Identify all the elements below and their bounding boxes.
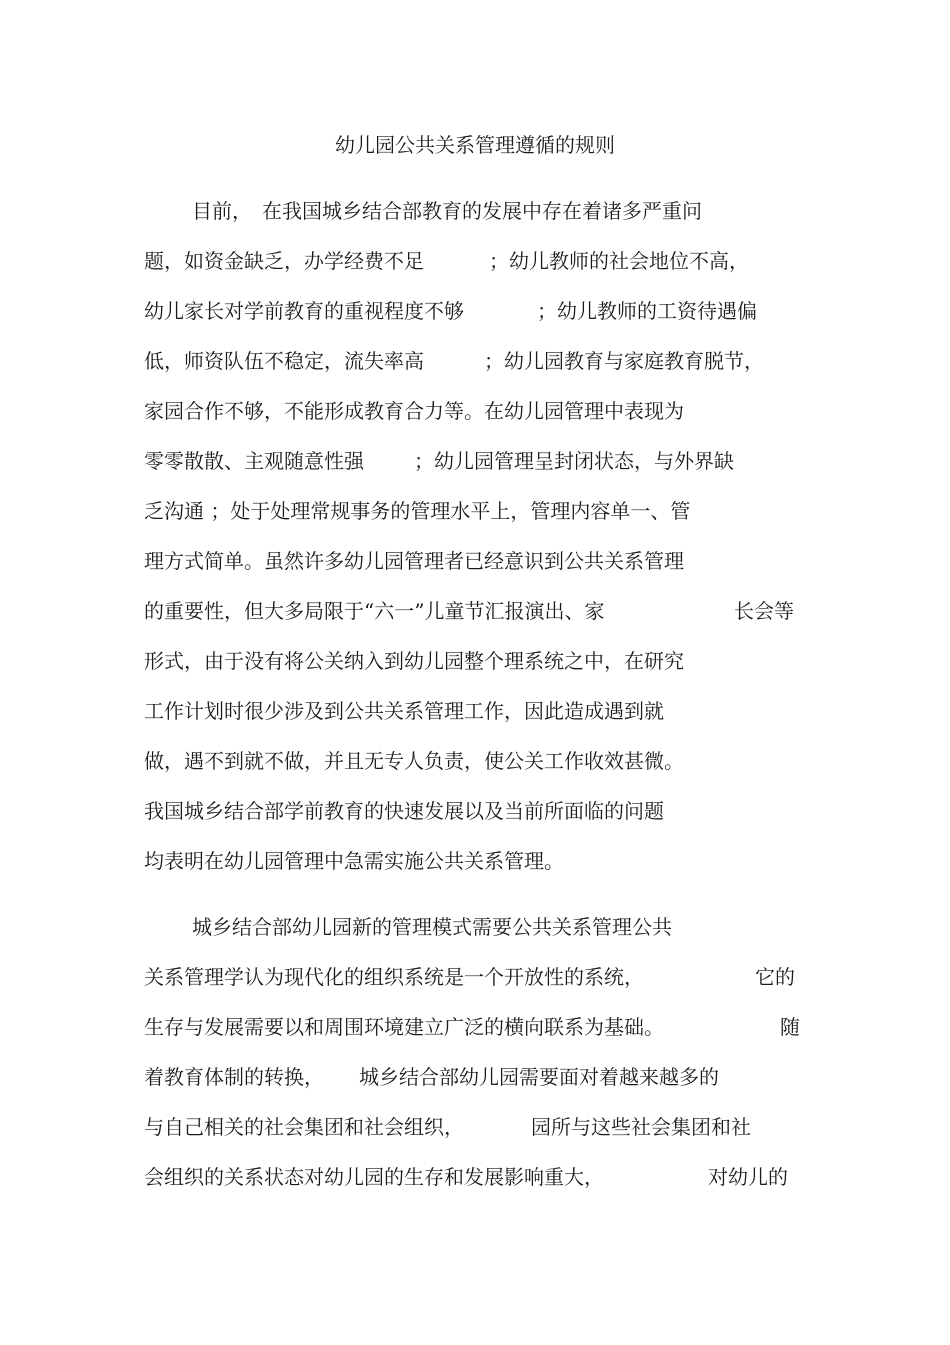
text-segment: ；幼儿园教育与家庭教育脱节，: [484, 349, 764, 373]
text-segment: 与自己相关的社会集团和社会组织，: [144, 1115, 464, 1139]
text-segment: 理方式简单。虽然许多幼儿园管理者已经意识到公共关系管理: [144, 549, 684, 573]
text-segment: 目前，: [192, 199, 252, 223]
text-segment: 园所与这些社会集团和社: [531, 1115, 751, 1139]
text-segment: ；幼儿教师的社会地位不高，: [489, 249, 749, 273]
text-line: [144, 747, 844, 775]
text-line: [144, 1163, 844, 1191]
text-segment: 会组织的关系状态对幼儿园的生存和发展影响重大，: [144, 1165, 604, 1189]
text-segment: 工作计划时很少涉及到公共关系管理工作，因此造成遇到就: [144, 699, 664, 723]
text-segment: 长会等: [734, 599, 794, 623]
text-segment: 随: [780, 1015, 800, 1039]
text-segment: ；幼儿园管理呈封闭状态，与外界缺: [414, 449, 734, 473]
text-segment: 乏沟通 ；处于处理常规事务的管理水平上，管理内容单一、管: [144, 499, 691, 523]
text-segment: 低，师资队伍不稳定，流失率高: [144, 349, 424, 373]
text-segment: 零零散散、主观随意性强: [144, 449, 364, 473]
text-line: [144, 197, 844, 225]
text-segment: 关系管理学认为现代化的组织系统是一个开放性的系统，: [144, 965, 644, 989]
text-line: [144, 1013, 844, 1041]
document-title: 幼儿园公共关系管理遵循的规则: [335, 133, 615, 157]
text-line: [144, 347, 844, 375]
text-segment: 形式，由于没有将公关纳入到幼儿园整个理系统之中，在研究: [144, 649, 684, 673]
text-line: [144, 797, 844, 825]
text-segment: 城乡结合部幼儿园需要面对着越来越多的: [359, 1065, 719, 1089]
text-line: [144, 697, 844, 725]
text-line: [144, 1063, 844, 1091]
text-segment: 它的: [755, 965, 795, 989]
text-line: [144, 1113, 844, 1141]
text-line: [144, 913, 844, 941]
text-segment: 生存与发展需要以和周围环境建立广泛的横向联系为基础。: [144, 1015, 664, 1039]
text-segment: 着教育体制的转换，: [144, 1065, 324, 1089]
text-line: [144, 497, 844, 525]
text-segment: 对幼儿的: [708, 1165, 788, 1189]
text-line: [144, 397, 844, 425]
text-line: [144, 963, 844, 991]
text-line: [144, 547, 844, 575]
text-segment: 均表明在幼儿园管理中急需实施公共关系管理。: [144, 849, 564, 873]
text-segment: 我国城乡结合部学前教育的快速发展以及当前所面临的问题: [144, 799, 664, 823]
text-segment: 在我国城乡结合部教育的发展中存在着诸多严重问: [262, 199, 702, 223]
text-line: [144, 597, 844, 625]
text-line: [144, 647, 844, 675]
text-line: [144, 847, 844, 875]
text-segment: 题，如资金缺乏，办学经费不足: [144, 249, 424, 273]
text-segment: 家园合作不够，不能形成教育合力等。在幼儿园管理中表现为: [144, 399, 684, 423]
text-segment: 幼儿家长对学前教育的重视程度不够: [144, 299, 464, 323]
text-segment: 城乡结合部幼儿园新的管理模式需要公共关系管理公共: [192, 915, 672, 939]
text-line: [144, 247, 844, 275]
text-segment: ；幼儿教师的工资待遇偏: [537, 299, 757, 323]
text-line: [144, 447, 844, 475]
text-segment: 的重要性，但大多局限于“六一”儿童节汇报演出、家: [144, 599, 605, 623]
text-line: [144, 297, 844, 325]
text-segment: 做，遇不到就不做，并且无专人负责，使公关工作收效甚微。: [144, 749, 684, 773]
